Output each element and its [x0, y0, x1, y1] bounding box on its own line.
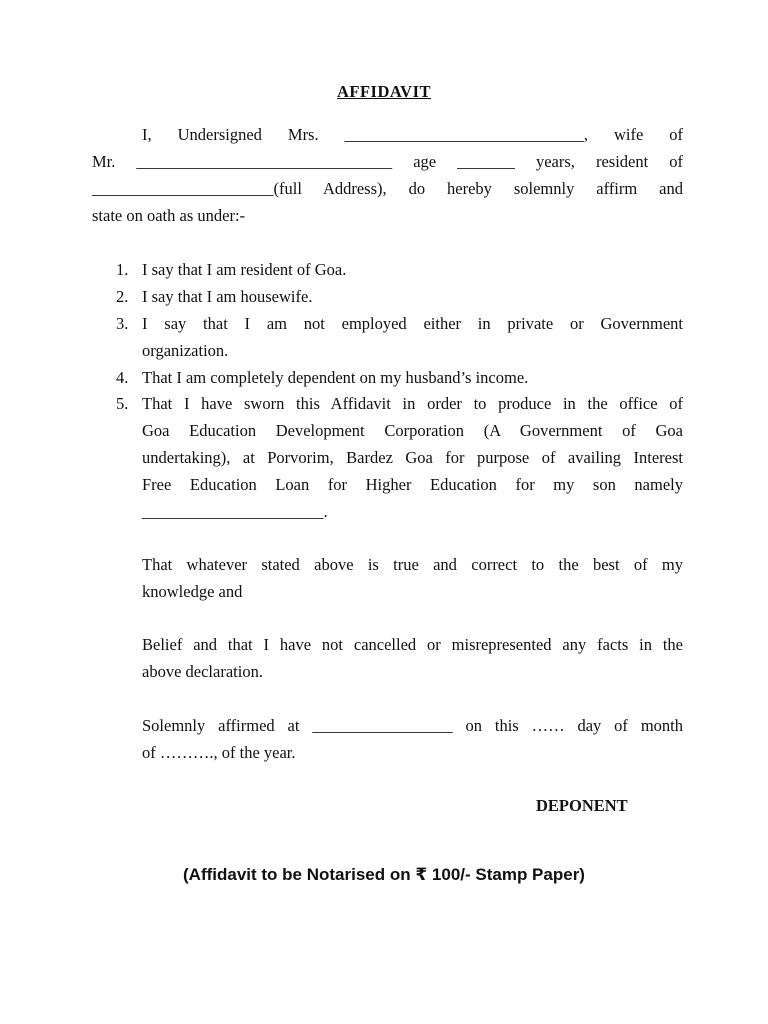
point-5-text-1: That I have sworn this Affidavit in order to produce in the office of	[142, 394, 683, 413]
intro-line-4	[92, 206, 245, 226]
affirmed-text-1: Solemnly affirmed at _________________ on this …… day of month	[142, 716, 683, 735]
point-1-text: I say that I am resident of Goa.	[142, 260, 347, 279]
point-5-text-line-4	[142, 475, 683, 495]
point-5-text-2: Goa Education Development Corporation (A Government of Goa	[142, 421, 683, 440]
point-4-text: That I am completely dependent on my husband’s income.	[142, 368, 529, 387]
point-5-number: 5.	[116, 394, 129, 413]
intro-text-2: Mr. _______________________________ age _______ years, resident of	[92, 152, 683, 171]
point-2-text: I say that I am housewife.	[142, 287, 313, 306]
point-5-text-line-1	[142, 394, 683, 414]
intro-text-3: ______________________(full Address), do hereby solemnly affirm and	[92, 179, 683, 198]
intro-line-1	[92, 125, 683, 145]
point-5-text-4: Free Education Loan for Higher Education for my son namely	[142, 475, 683, 494]
point-3-number: 3.	[116, 314, 129, 333]
affirmed-line-1	[142, 716, 683, 736]
deponent-label: DEPONENT	[536, 796, 628, 815]
point-5-text-line-5: ______________________.	[142, 502, 328, 521]
intro-line-2	[92, 152, 683, 172]
point-2-number: 2.	[116, 287, 129, 306]
intro-text-1: I, Undersigned Mrs. _____________________________, wife of	[142, 125, 683, 144]
belief-line-2: above declaration.	[142, 662, 263, 681]
belief-text-1: Belief and that I have not cancelled or misrepresented any facts in the	[142, 635, 683, 654]
point-3-text-line-1	[142, 314, 683, 334]
affirmed-line-2: of ………., of the year.	[142, 743, 296, 762]
point-1-number: 1.	[116, 260, 129, 279]
point-5-text-line-3	[142, 448, 683, 468]
point-5-text-3: undertaking), at Porvorim, Bardez Goa for purpose of availing Interest	[142, 448, 683, 467]
intro-line-3	[92, 179, 683, 199]
statement-line-1	[142, 555, 683, 575]
point-3-text-line-2: organization.	[142, 341, 229, 360]
document-title: AFFIDAVIT	[336, 82, 432, 101]
belief-line-1	[142, 635, 683, 655]
statement-text-1: That whatever stated above is true and correct to the best of my	[142, 555, 683, 574]
point-4-number: 4.	[116, 368, 129, 387]
statement-line-2: knowledge and	[142, 582, 243, 601]
stamp-paper-note: (Affidavit to be Notarised on ₹ 100/- Stamp Paper)	[183, 865, 585, 884]
point-3-text-1: I say that I am not employed either in private or Government	[142, 314, 683, 333]
point-5-text-line-2	[142, 421, 683, 441]
intro-text-4: state on oath as under:-	[92, 206, 246, 225]
